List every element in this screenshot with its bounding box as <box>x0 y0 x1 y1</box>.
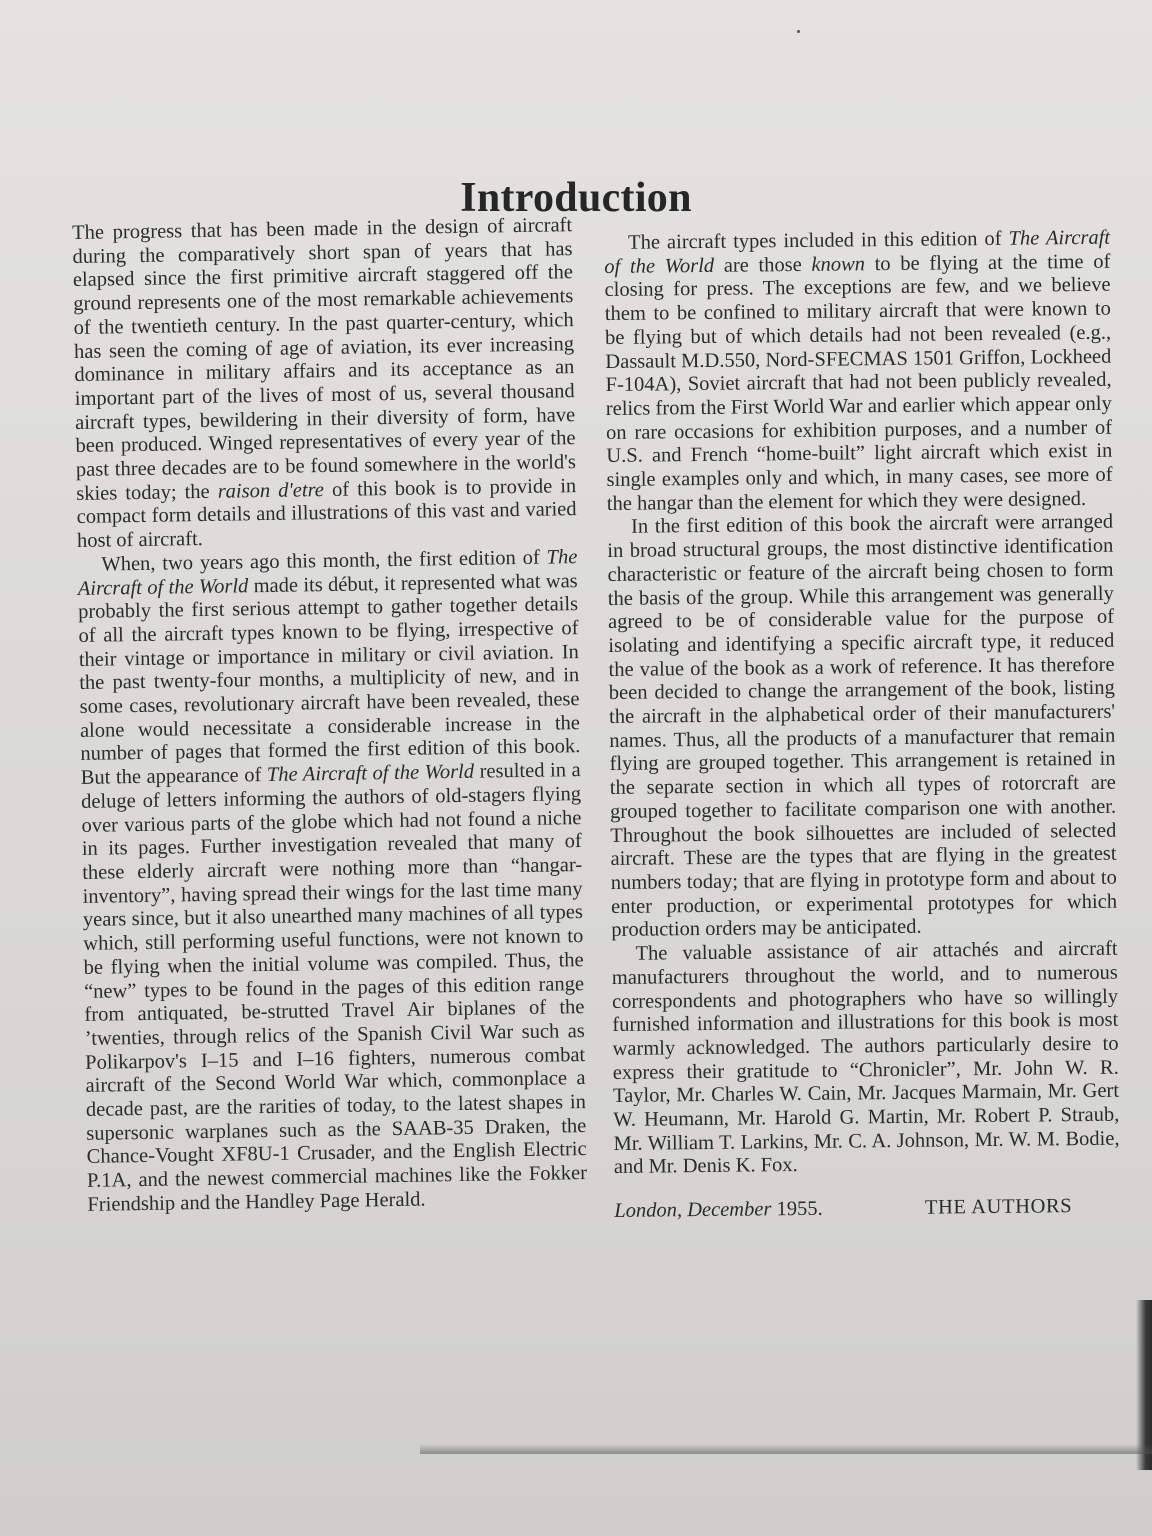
page-shadow <box>420 1444 1152 1454</box>
left-column <box>72 214 588 1217</box>
paragraph: The valuable assistance of air attachés and aircraft manufacturers throughout the world, and to numerous correspondents and photographers who have so willingly furnished information and illustrations for this book is most warmly acknowledged. The authors particularly desire to express their gratitude to “Chronicler”, Mr. John W. R. Taylor, Mr. Charles W. Cain, Mr. Jacques Marmain, Mr. Gert W. Heumann, Mr. Harold G. Martin, Mr. Robert P. Straub, Mr. William T. Larkins, Mr. C. A. Johnson, Mr. W. M. Bodie, and Mr. Denis K. Fox. <box>611 937 1120 1179</box>
paragraph: In the first edition of this book the aircraft were arranged in broad structural groups, the most distinctive identification characteristic or feature of the aircraft being chosen to form the basis of the group. While this arrangement was generally agreed to be of considerable value for the purpose of isolating and identifying a specific aircraft type, it reduced the value of the book as a work of reference. It has therefore been decided to change the arrangement of the book, listing the aircraft in the alphabetical order of their manufacturers' names. Thus, all the products of a manufacturer that remain flying are grouped together. This arrangement is retained in the separate section in which all types of rotorcraft are grouped together to facilitate comparison one with another. Throughout the book silhouettes are included of selected aircraft. These are the types that are flying in the greatest numbers today; that are flying in prototype form and about to enter production, or experimental prototypes for which production orders may be anticipated. <box>607 511 1118 942</box>
paragraph: When, two years ago this month, the first edition of The Aircraft of the World made its début, it represented what was probably the first serious attempt to gather together details of all the aircraft types known to be flying, irrespective of their vintage or importance in military or civil aviation. In the past twenty-four months, a multiplicity of new, and in some cases, revolutionary aircraft have been revealed, these alone would necessitate a considerable increase in the number of pages that formed the first edition of this book. But the appearance of The Aircraft of the World resulted in a deluge of letters informing the authors of old-stagers flying over various parts of the globe which had not found a niche in its pages. Further investigation revealed that many of these elderly aircraft were nothing more than “hangar-inventory”, having spread their wings for the last time many years since, but it also unearthed many machines of all types which, still performing useful functions, were not known to be flying when the initial volume was compiled. Thus, the “new” types to be found in the pages of this edition range from antiquated, be-strutted Travel Air biplanes of the ’twenties, through relics of the Spanish Civil War such as Polikarpov's I–15 and I–16 fighters, numerous combat aircraft of the Second World War which, commonplace a decade past, are the rarities of today, to the latest shapes in supersonic warplanes such as the SAAB-35 Draken, the Chance-Vought XF8U-1 Crusader, and the English Electric P.1A, and the newest commercial machines like the Fokker Friendship and the Handley Page Herald. <box>77 545 588 1216</box>
page-title: Introduction <box>460 175 692 222</box>
signoff-place-date: London, December 1955. <box>614 1197 823 1223</box>
right-column <box>604 227 1120 1224</box>
paragraph: The aircraft types included in this edition of The Aircraft of the World are those known to be flying at the time of closing for press. The exceptions are few, and we believe them to be confined to military aircraft that were known to be flying but of which details had not been revealed (e.g., Dassault M.D.550, Nord-SFECMAS 1501 Griffon, Lockheed F-104A), Soviet aircraft that had not been publicly revealed, relics from the First World War and earlier which appear only on rare occasions for exhibition purposes, and a number of U.S. and French “home-built” light aircraft which exist in single examples only and which, in many cases, see more of the hangar than the element for which they were designed. <box>604 226 1113 515</box>
paragraph: The progress that has been made in the design of aircraft during the comparatively short span of years that has elapsed since the first primitive aircraft staggered off the ground represents one of the most remarkable achievements of the twentieth century. In the past quarter-century, which has seen the coming of age of aviation, its ever increasing dominance in military affairs and its acceptance as an important part of the lives of most of us, several thousand aircraft types, bewildering in their diversity of form, have been produced. Winged representatives of every year of the past three decades are to be found somewhere in the world's skies today; the raison d'etre of this book is to provide in compact form details and illustrations of this vast and varied host of aircraft. <box>72 214 577 553</box>
signoff-authors: THE AUTHORS <box>924 1195 1073 1219</box>
dust-speck <box>797 30 800 33</box>
